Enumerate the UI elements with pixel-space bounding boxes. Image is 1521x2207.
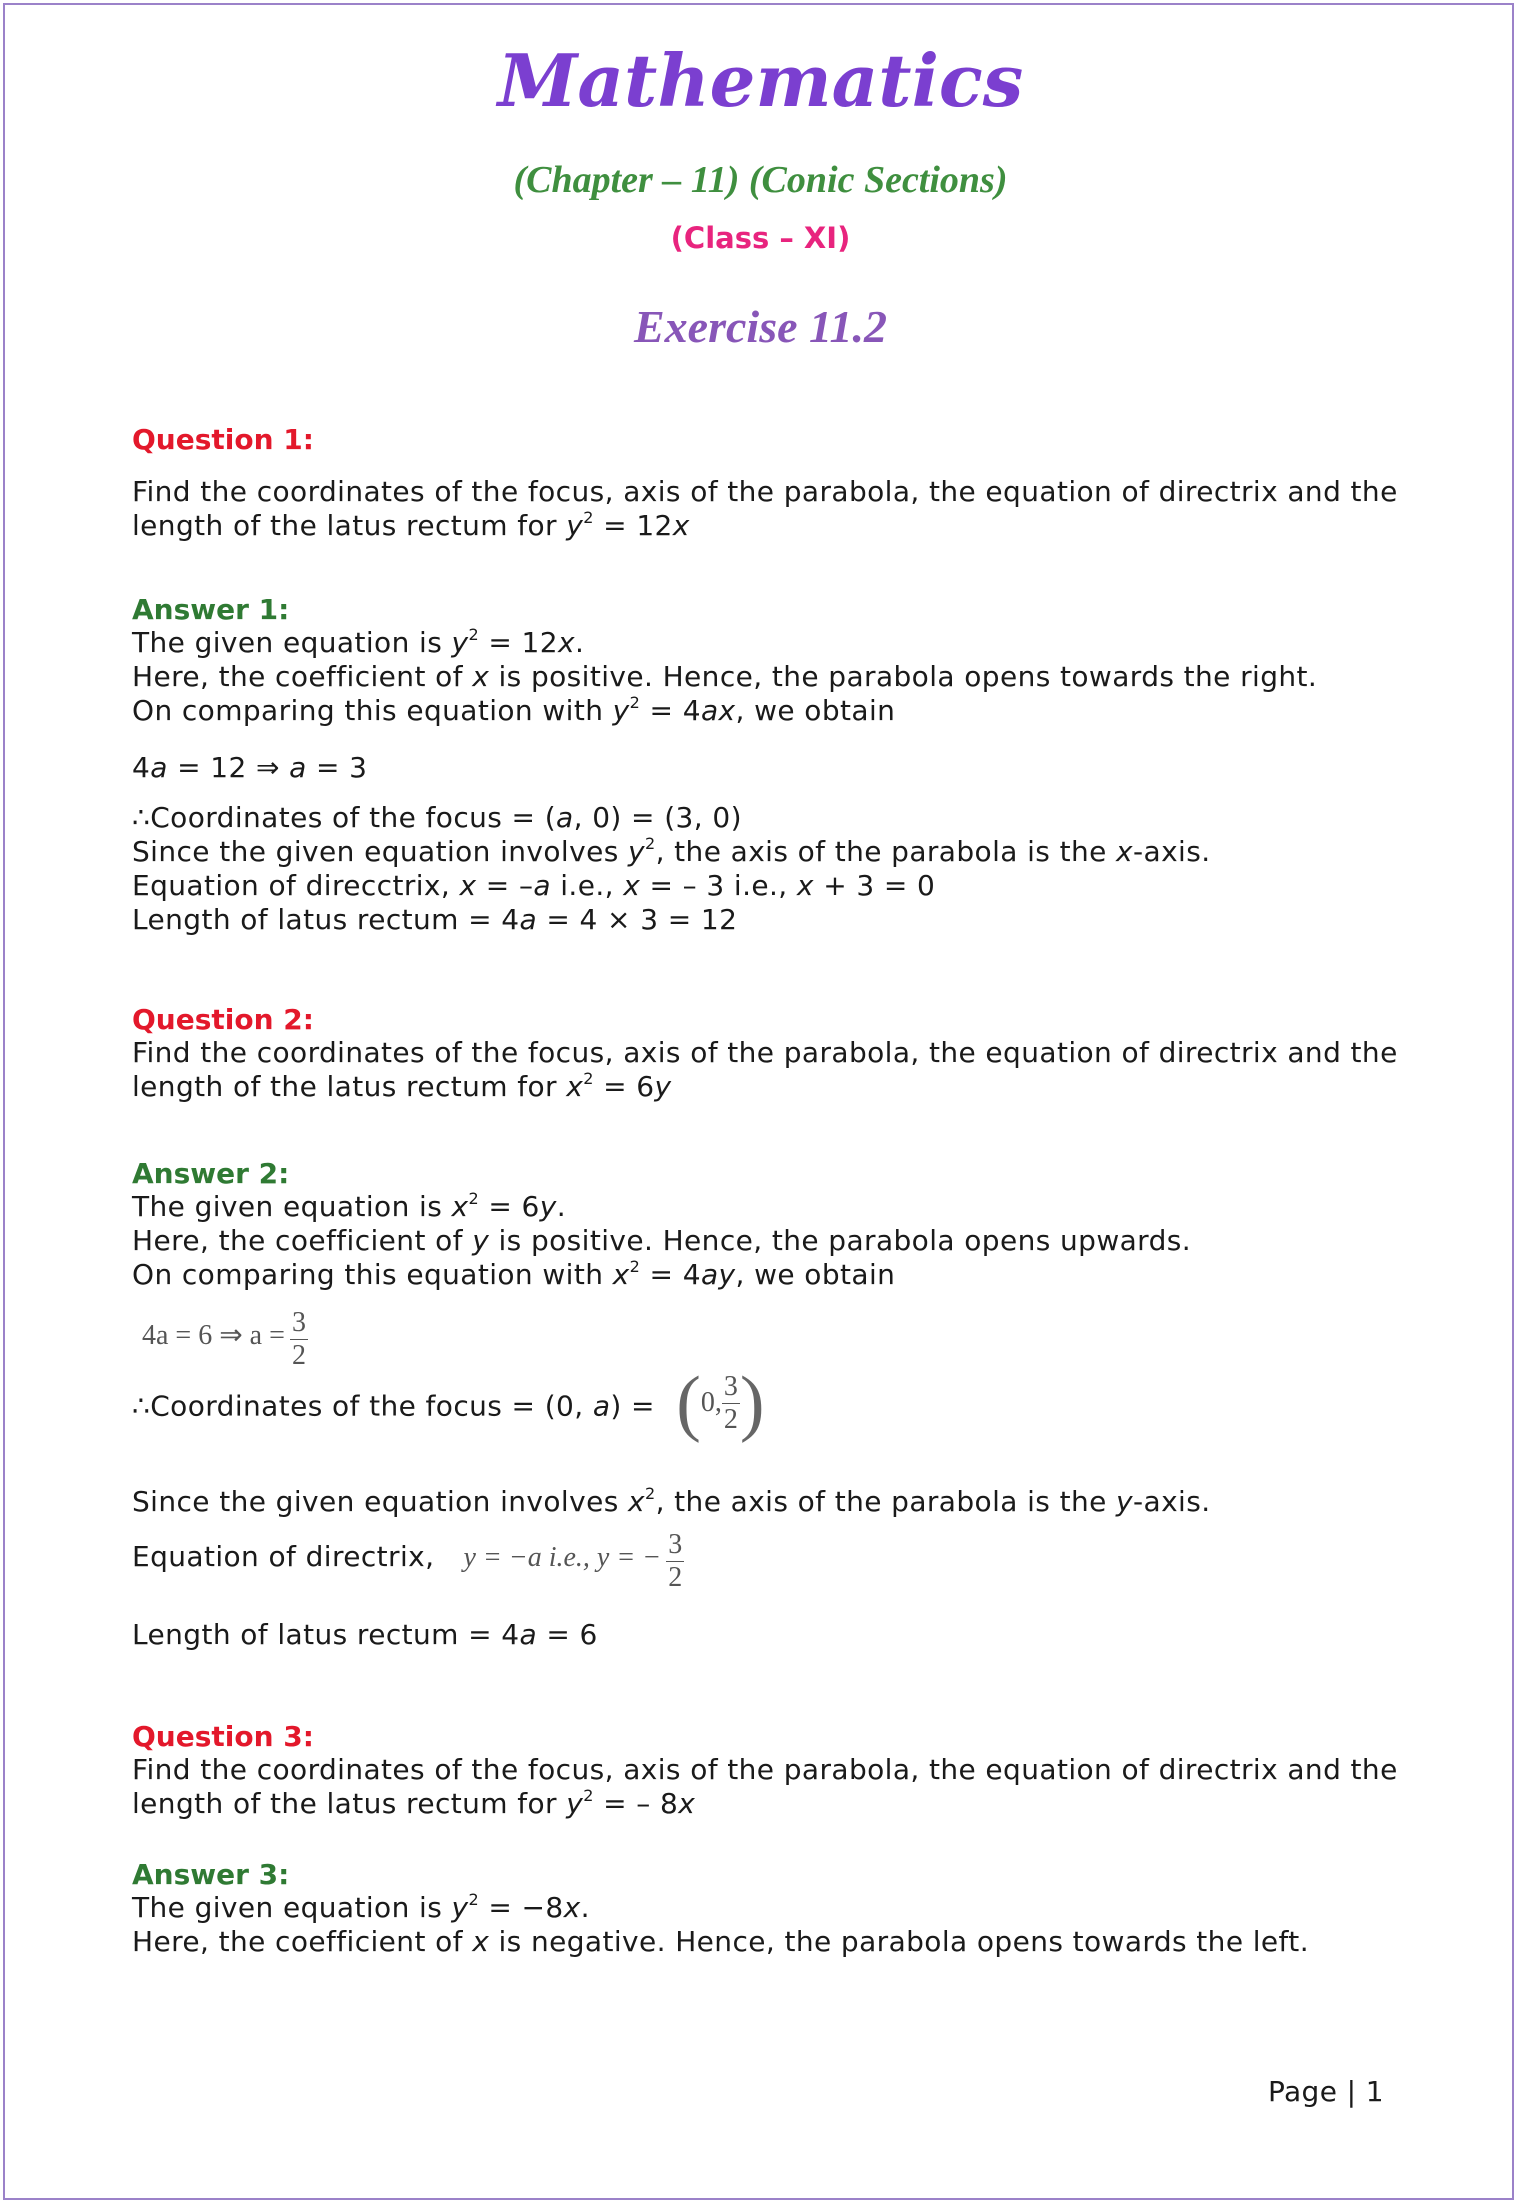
question-line: length of the latus rectum for $y^2$ = – 8x (132, 1786, 696, 1820)
question-3 (132, 1720, 1398, 1821)
answer-line: ∴Coordinates of the focus = (0, a) = (132, 1389, 665, 1423)
question-line: length of the latus rectum for $y^2 = 12x$ (132, 508, 690, 542)
question-1 (132, 423, 1386, 456)
answer-line: Here, the coefficient of x is positive. Hence, the parabola opens towards the right. (132, 660, 1318, 693)
fraction-numerator: 3 (292, 1307, 306, 1338)
page-title: Mathematics (497, 38, 1024, 123)
answer-line: Length of latus rectum = 4a = 4 × 3 = 12 (132, 903, 738, 936)
answer-1 (132, 593, 1386, 728)
answer-heading: Answer 3: (132, 1858, 290, 1891)
answer-heading: Answer 1: (132, 593, 290, 626)
equation-line: 4a = 12 ⇒ a = 3 (132, 751, 368, 784)
answer-line: On comparing this equation with $y^2 = 4ax$, we obtain (132, 693, 896, 727)
fraction-numerator: 3 (723, 1370, 738, 1402)
question-line: Find the coordinates of the focus, axis of the parabola, the equation of directrix and the (132, 1753, 1398, 1786)
question-heading: Question 3: (132, 1720, 314, 1753)
right-paren: ) (739, 1362, 765, 1444)
question-heading: Question 2: (132, 1003, 314, 1036)
answer-2 (132, 1157, 1386, 1292)
focus-x: 0, (700, 1387, 722, 1418)
question-2 (132, 1003, 1398, 1104)
fraction (666, 1531, 684, 1592)
answer-line: Equation of directrix, (132, 1540, 435, 1573)
answer-2-eq-image (132, 1309, 1386, 1370)
fraction-denominator: 2 (668, 1562, 683, 1593)
answer-1-rest (132, 801, 1386, 937)
answer-2-directrix (132, 1531, 1386, 1592)
focus-coordinates (676, 1362, 765, 1444)
answer-1-eq (132, 751, 1386, 785)
fraction-numerator: 3 (668, 1529, 683, 1560)
answer-line: Here, the coefficient of x is negative. Hence, the parabola opens towards the left. (132, 1925, 1309, 1958)
fraction (290, 1309, 308, 1370)
left-paren: ( (676, 1362, 701, 1444)
chapter-heading: (Chapter – 11) (Conic Sections) (513, 159, 1008, 201)
answer-line: Equation of direcctrix, x = –a i.e., x = – 3 i.e., x + 3 = 0 (132, 869, 936, 902)
exercise-heading: Exercise 11.2 (634, 301, 887, 352)
fraction-denominator: 2 (723, 1403, 738, 1435)
question-line: length of the latus rectum for $x^2 = 6y$ (132, 1069, 672, 1103)
answer-2-axis (132, 1485, 1386, 1519)
answer-line: Here, the coefficient of y is positive. Hence, the parabola opens upwards. (132, 1224, 1192, 1257)
class-heading: (Class – XI) (670, 221, 851, 255)
answer-2-latus (132, 1618, 1386, 1652)
answer-3 (132, 1858, 1386, 1959)
question-1-text (132, 475, 1398, 543)
answer-line: The given equation is $x^2 = 6y$. (132, 1189, 567, 1223)
answer-heading: Answer 2: (132, 1157, 290, 1190)
answer-line: Length of latus rectum = 4a = 6 (132, 1618, 598, 1651)
answer-line: The given equation is $y^2 = -8x$. (132, 1890, 590, 1924)
answer-line: ∴Coordinates of the focus = (a, 0) = (3, 0) (132, 801, 742, 834)
answer-line: Since the given equation involves $x^2$, the axis of the parabola is the y-axis. (132, 1484, 1211, 1518)
question-heading: Question 1: (132, 423, 314, 456)
fraction (722, 1370, 740, 1435)
answer-line: On comparing this equation with $x^2 = 4ay$, we obtain (132, 1257, 896, 1291)
question-line: Find the coordinates of the focus, axis of the parabola, the equation of directrix and the (132, 1036, 1398, 1069)
equation-text: 4a = 6 ⇒ a = (142, 1320, 285, 1351)
fraction-denominator: 2 (292, 1340, 306, 1371)
answer-2-focus (132, 1362, 1386, 1448)
question-line: Find the coordinates of the focus, axis of the parabola, the equation of directrix and the (132, 475, 1398, 508)
page-number: Page | 1 (1267, 2075, 1384, 2108)
answer-line: Since the given equation involves $y^2$, the axis of the parabola is the x-axis. (132, 834, 1211, 868)
answer-line: The given equation is $y^2 = 12x$. (132, 625, 585, 659)
directrix-equation: y = −a i.e., y = − (463, 1542, 662, 1573)
